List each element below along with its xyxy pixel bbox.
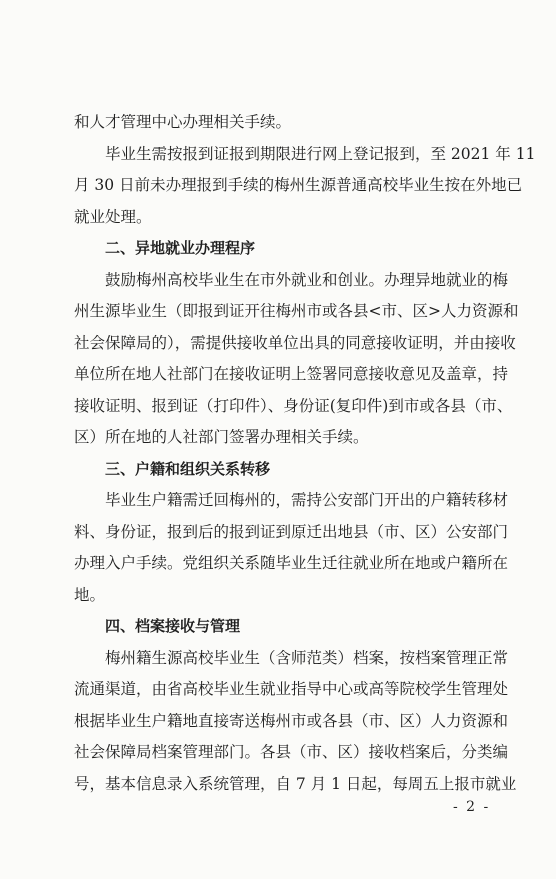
section-heading-3: 三、户籍和组织关系转移 (105, 459, 271, 478)
body-line-1: 和人才管理中心办理相关手续。 (74, 113, 292, 131)
body-line-8: 社会保障局的），需提供接收单位出具的同意接收证明，并由接收 (74, 333, 516, 352)
body-line-22: 号，基本信息录入系统管理，自 7 月 1 日起，每周五上报市就业 (74, 774, 517, 793)
body-line-14: 料、身份证，报到后的报到证到原迁出地县（市、区）公安部门 (74, 522, 509, 541)
body-line-2: 毕业生需按报到证报到期限进行网上登记报到，至 2021 年 11 (105, 144, 536, 163)
body-line-4: 就业处理。 (74, 207, 152, 226)
body-line-16: 地。 (74, 585, 106, 604)
page-number: - 2 - (453, 799, 491, 815)
section-heading-2: 二、异地就业办理程序 (105, 239, 256, 257)
body-line-7: 州生源毕业生（即报到证开往梅州市或各县<市、区>人力资源和 (74, 302, 519, 320)
body-line-13: 毕业生户籍需迁回梅州的，需持公安部门开出的户籍转移材 (105, 491, 509, 509)
body-line-19: 流通渠道，由省高校毕业生就业指导中心或高等院校学生管理处 (74, 680, 509, 698)
body-line-18: 梅州籍生源高校毕业生（含师范类）档案，按档案管理正常 (105, 648, 509, 667)
body-line-6: 鼓励梅州高校毕业生在市外就业和创业。办理异地就业的梅 (105, 270, 509, 289)
body-line-9: 单位所在地人社部门在接收证明上签署同意接收意见及盖章，持 (74, 365, 509, 383)
body-line-20: 根据毕业生户籍地直接寄送梅州市或各县（市、区）人力资源和 (74, 711, 509, 730)
section-heading-4: 四、档案接收与管理 (105, 617, 241, 635)
body-line-3: 月 30 日前未办理报到手续的梅州生源普通高校毕业生按在外地已 (74, 176, 523, 194)
document-body (74, 107, 536, 800)
body-line-10: 接收证明、报到证（打印件）、身份证(复印件)到市或各县（市、 (74, 396, 513, 415)
body-line-15: 办理入户手续。党组织关系随毕业生迁往就业所在地或户籍所在 (74, 554, 509, 572)
body-line-11: 区）所在地的人社部门签署办理相关手续。 (74, 428, 369, 446)
body-line-21: 社会保障局档案管理部门。各县（市、区）接收档案后，分类编 (74, 743, 509, 761)
